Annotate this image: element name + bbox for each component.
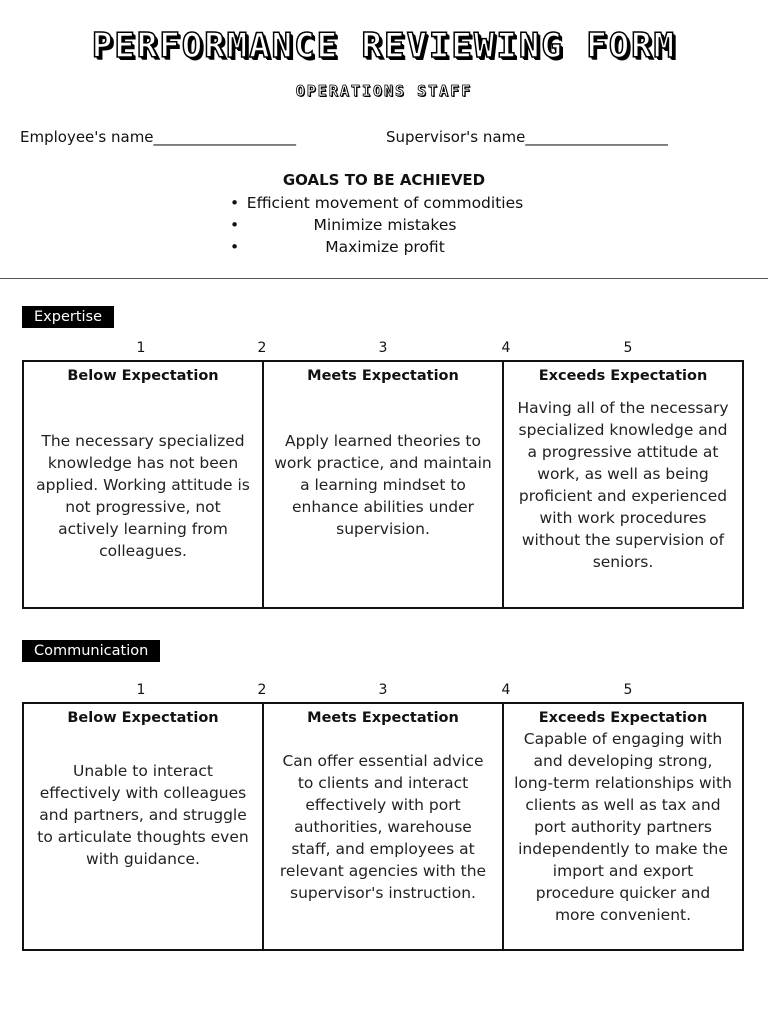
cell-heading: Below Expectation <box>67 710 219 726</box>
scale-mark[interactable]: 3 <box>378 340 388 356</box>
goals-list <box>230 192 540 258</box>
cell-description: Unable to interact effectively with colleagues and partners, and struggle to articulate thoughts even with guidance. <box>37 762 249 868</box>
cell-description: Having all of the necessary specialized knowledge and a progressive attitude at work, as well as being proficient and experienced with work procedures without the supervision of seniors. <box>517 399 729 571</box>
goal-item: • Minimize mistakes <box>230 214 540 236</box>
rating-cell-meets[interactable] <box>264 704 504 949</box>
rating-cell-below[interactable] <box>24 704 264 949</box>
cell-heading: Exceeds Expectation <box>538 710 708 726</box>
communication-rating-table <box>22 702 744 951</box>
scale-mark[interactable]: 5 <box>623 682 633 698</box>
divider <box>0 278 768 279</box>
goal-item: • Efficient movement of commodities <box>230 192 540 214</box>
goal-item: • Maximize profit <box>230 236 540 258</box>
scale-mark[interactable]: 5 <box>623 340 633 356</box>
cell-heading: Meets Expectation <box>307 368 459 384</box>
form-title: PERFORMANCE REVIEWING FORM <box>91 26 677 66</box>
rating-scale <box>0 682 768 700</box>
cell-heading: Below Expectation <box>67 368 219 384</box>
cell-description: Apply learned theories to work practice, and maintain a learning mindset to enhance abilities under supervision. <box>274 432 492 538</box>
scale-mark[interactable]: 1 <box>136 682 146 698</box>
cell-heading: Exceeds Expectation <box>538 368 708 384</box>
scale-mark[interactable]: 3 <box>378 682 388 698</box>
scale-mark[interactable]: 2 <box>257 340 267 356</box>
cell-description: The necessary specialized knowledge has not been applied. Working attitude is not progressive, not actively learning from colleagues. <box>36 432 250 560</box>
rating-scale <box>0 340 768 358</box>
employee-name-field[interactable]: Employee's name___________________ <box>20 128 297 146</box>
cell-description: Capable of engaging with and developing strong, long-term relationships with clients as well as tax and port authority partners independently to make the import and export procedure quicker and more convenient. <box>514 730 732 924</box>
cell-description: Can offer essential advice to clients and interact effectively with port authorities, warehouse staff, and employees at relevant agencies with the supervisor's instruction. <box>279 752 487 902</box>
goals-title: GOALS TO BE ACHIEVED <box>282 171 486 189</box>
expertise-rating-table <box>22 360 744 609</box>
rating-cell-exceeds[interactable] <box>504 362 742 607</box>
supervisor-name-field[interactable]: Supervisor's name___________________ <box>386 128 668 146</box>
section-label-communication: Communication <box>22 640 160 662</box>
rating-cell-below[interactable] <box>24 362 264 607</box>
section-label-expertise: Expertise <box>22 306 114 328</box>
form-subtitle: OPERATIONS STAFF <box>295 82 473 100</box>
scale-mark[interactable]: 1 <box>136 340 146 356</box>
scale-mark[interactable]: 4 <box>501 682 511 698</box>
rating-cell-meets[interactable] <box>264 362 504 607</box>
cell-heading: Meets Expectation <box>307 710 459 726</box>
scale-mark[interactable]: 4 <box>501 340 511 356</box>
rating-cell-exceeds[interactable] <box>504 704 742 949</box>
scale-mark[interactable]: 2 <box>257 682 267 698</box>
